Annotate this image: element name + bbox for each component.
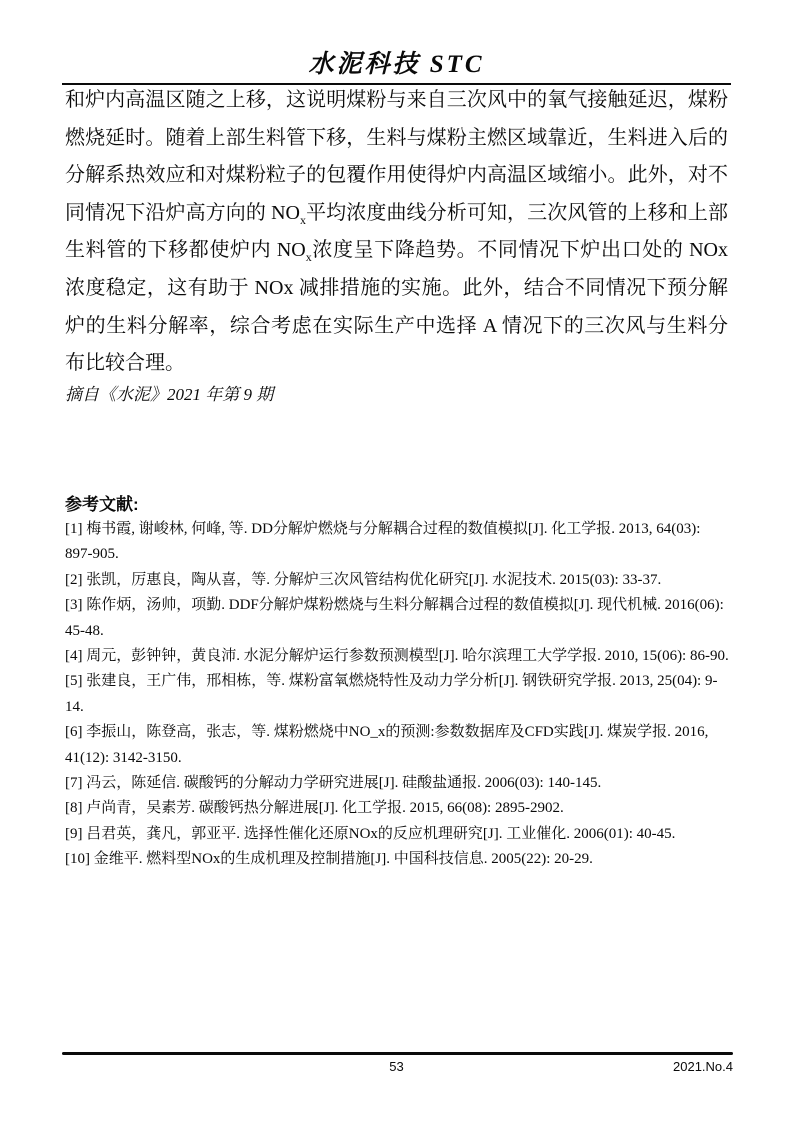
nox-subscript-1: x: [299, 212, 306, 227]
nox-subscript-2: x: [305, 250, 312, 265]
footer-page-number: 53: [389, 1059, 404, 1074]
reference-item-2: [2] 张凯，厉惠良，陶从喜，等. 分解炉三次风管结构优化研究[J]. 水泥技术. 2015(03): 33-37.: [65, 571, 662, 588]
reference-item-1: [1] 梅书霞, 谢峻林, 何峰, 等. DD分解炉燃烧与分解耦合过程的数值模拟[J]. 化工学报. 2013, 64(03): 897-905.: [65, 521, 701, 563]
references-heading: 参考文献:: [65, 495, 139, 514]
source-citation: 摘自《水泥》2021 年第 9 期: [65, 385, 274, 404]
footer-rule: [62, 1052, 733, 1055]
body-paragraph: [65, 82, 728, 383]
reference-item-10: [10] 金维平. 燃料型NOx的生成机理及控制措施[J]. 中国科技信息. 2005(22): 20-29.: [65, 851, 593, 868]
paragraph-segment-2: 平均浓度曲线分析可知，三次风管的上移和上部生料管的下移都使炉内 NO: [65, 201, 729, 262]
references-list: [65, 517, 730, 873]
footer-issue-label: 2021.No.4: [673, 1059, 733, 1074]
reference-item-5: [5] 张建良，王广伟，邢相栋，等. 煤粉富氧燃烧特性及动力学分析[J]. 钢铁研究学报. 2013, 25(04): 9-14.: [65, 673, 718, 715]
reference-item-6: [6] 李振山，陈登高，张志，等. 煤粉燃烧中NO_x的预测:参数数据库及CFD实践[J]. 煤炭学报. 2016, 41(12): 3142-3150.: [65, 724, 709, 766]
reference-item-3: [3] 陈作炳，汤帅，项勤. DDF分解炉煤粉燃烧与生料分解耦合过程的数值模拟[J]. 现代机械. 2016(06): 45-48.: [65, 597, 724, 639]
reference-item-7: [7] 冯云，陈延信. 碳酸钙的分解动力学研究进展[J]. 硅酸盐通报. 2006(03): 140-145.: [65, 775, 602, 792]
reference-item-9: [9] 吕君英，龚凡，郭亚平. 选择性催化还原NOx的反应机理研究[J]. 工业催化. 2006(01): 40-45.: [65, 825, 676, 842]
reference-item-8: [8] 卢尚青，吴素芳. 碳酸钙热分解进展[J]. 化工学报. 2015, 66(08): 2895-2902.: [65, 800, 564, 817]
journal-header-title: 水泥科技 STC: [308, 51, 485, 78]
paragraph-segment-1: 和炉内高温区随之上移，这说明煤粉与来自三次风中的氧气接触延迟，煤粉燃烧延时。随着上部生料管下移，生料与煤粉主燃区域靠近，生料进入后的分解系热效应和对煤粉粒子的包覆作用使得炉内高温区域缩小。此外，对不同情况下沿炉高方向的 NO: [65, 89, 728, 224]
reference-item-4: [4] 周元，彭钟钟，黄良沛. 水泥分解炉运行参数预测模型[J]. 哈尔滨理工大学学报. 2010, 15(06): 86-90.: [65, 648, 729, 665]
paragraph-segment-3: 浓度呈下降趋势。不同情况下炉出口处的 NOx 浓度稳定，这有助于 NOx 减排措施的实施。此外，结合不同情况下预分解炉的生料分解率，综合考虑在实际生产中选择 A 情况下的三次风与生料分布比较合理。: [65, 239, 729, 375]
